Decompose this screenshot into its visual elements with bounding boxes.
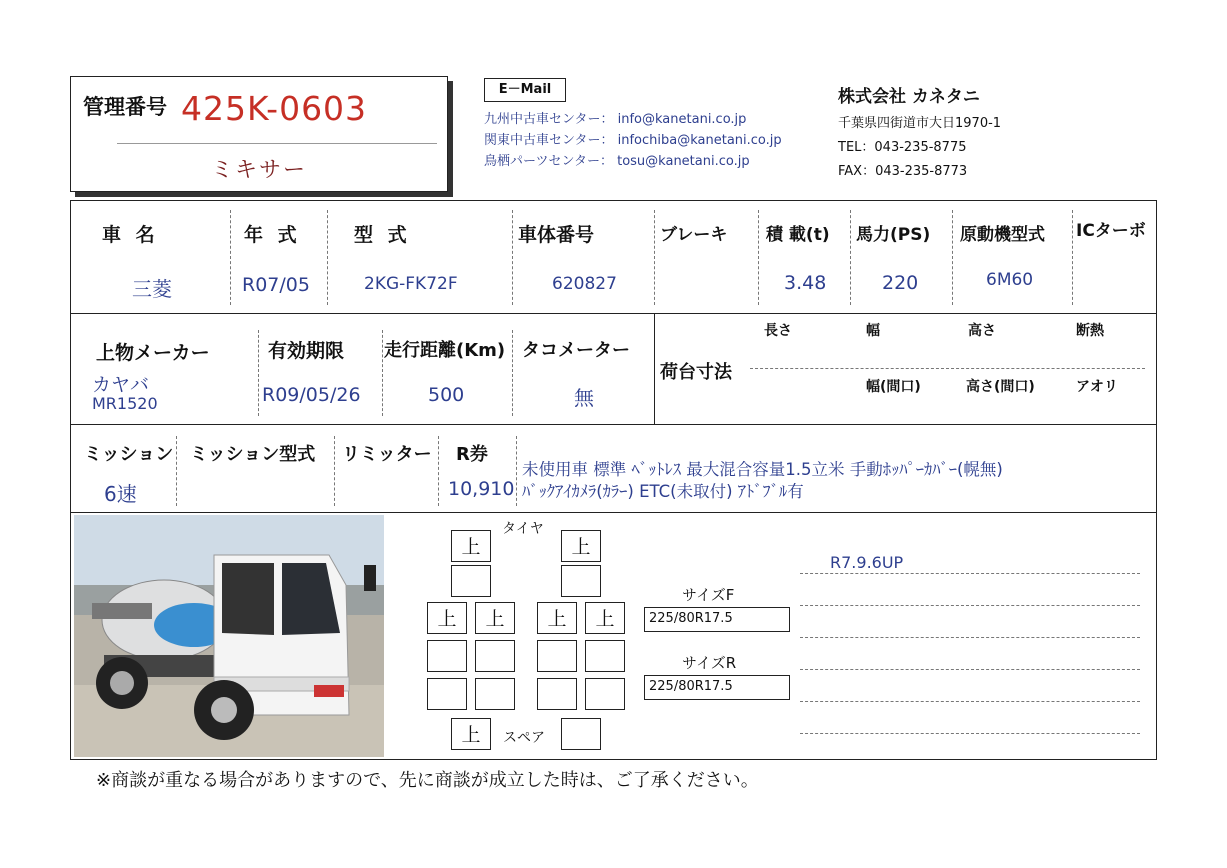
header-r-ticket: R券 <box>456 444 488 465</box>
spare-label: スペア <box>503 730 545 746</box>
column-separator <box>176 436 177 506</box>
tyre-mark: 上 <box>547 608 567 630</box>
column-separator <box>438 436 439 506</box>
note-line <box>800 605 1140 606</box>
vehicle-photo <box>74 515 384 757</box>
value-engine-model: 6M60 <box>986 270 1034 290</box>
size-r-value-box <box>644 675 790 700</box>
note-line <box>800 733 1140 734</box>
email-address[interactable]: tosu@kanetani.co.jp <box>617 154 750 169</box>
value-tachometer: 無 <box>574 386 594 410</box>
tyre-rear2-right-inner[interactable] <box>537 640 577 672</box>
column-separator <box>258 330 259 416</box>
header-engine-model: 原動機型式 <box>960 225 1045 245</box>
column-separator <box>512 210 513 305</box>
company-fax: FAX：043-235-8773 <box>838 164 968 179</box>
tyre-front-left-2[interactable] <box>451 565 491 597</box>
column-separator <box>230 210 231 305</box>
column-separator <box>850 210 851 305</box>
dim-insulation-label: 断熱 <box>1076 323 1104 339</box>
email-line <box>484 129 782 148</box>
column-separator <box>654 313 655 424</box>
note-line <box>800 669 1140 670</box>
size-f-value-box <box>644 607 790 632</box>
company-name: 株式会社 カネタニ <box>838 87 980 107</box>
tyre-mark: 上 <box>595 608 615 630</box>
row-divider <box>70 512 1157 513</box>
column-separator <box>334 436 335 506</box>
size-r-value: 225/80R17.5 <box>649 679 733 694</box>
management-divider <box>117 143 437 144</box>
notes-line-1: 未使用車 標準 ﾍﾞｯﾄﾚｽ 最大混合容量1.5立米 手動ﾎｯﾊﾟｰｶﾊﾞｰ(幌無) <box>522 460 1003 479</box>
tyre-rear-left-inner[interactable] <box>475 602 515 634</box>
value-year: R07/05 <box>242 274 310 296</box>
column-separator <box>382 330 383 416</box>
tyre-spare-2[interactable] <box>561 718 601 750</box>
tyre-front-right-2[interactable] <box>561 565 601 597</box>
dim-width-label: 幅 <box>866 323 880 339</box>
header-body-maker: 上物メーカー <box>96 342 210 364</box>
size-r-label: サイズR <box>682 654 737 672</box>
column-separator <box>758 210 759 305</box>
dim-opening-width-label: 幅(間口) <box>866 379 921 395</box>
tyre-mark: 上 <box>461 536 481 558</box>
header-mileage: 走行距離(Km) <box>384 340 506 361</box>
company-tel: TEL：043-235-8775 <box>838 140 967 155</box>
column-separator <box>952 210 953 305</box>
column-separator <box>512 330 513 416</box>
size-f-value: 225/80R17.5 <box>649 611 733 626</box>
management-label: 管理番号 <box>83 95 167 119</box>
header-year: 年 式 <box>244 224 301 246</box>
dim-opening-height-label: 高さ(間口) <box>966 379 1035 395</box>
email-address[interactable]: infochiba@kanetani.co.jp <box>617 133 782 148</box>
header-tachometer: タコメーター <box>522 340 630 361</box>
email-line <box>484 150 750 169</box>
header-inspection-expiry: 有効期限 <box>268 340 345 362</box>
value-r-ticket: 10,910 <box>448 478 515 500</box>
tyre-mark: 上 <box>571 536 591 558</box>
tyre-rear-left-outer[interactable] <box>427 602 467 634</box>
dim-length-label: 長さ <box>764 323 792 339</box>
tyre-front-right[interactable] <box>561 530 601 562</box>
company-address: 千葉県四街道市大日1970-1 <box>838 116 1002 131</box>
value-mileage: 500 <box>428 384 465 406</box>
tyre-rear2-left-inner[interactable] <box>475 640 515 672</box>
tyre-rear3-left-outer[interactable] <box>427 678 467 710</box>
dimension-guide <box>750 368 1145 369</box>
management-box <box>70 76 448 192</box>
column-separator <box>654 210 655 305</box>
note-line <box>800 573 1140 574</box>
tyre-rear3-left-inner[interactable] <box>475 678 515 710</box>
tyre-mark: 上 <box>485 608 505 630</box>
cargo-dimensions-label: 荷台寸法 <box>660 362 732 383</box>
value-payload: 3.48 <box>784 272 827 294</box>
management-number: 425K-0603 <box>181 89 368 128</box>
email-address[interactable]: info@kanetani.co.jp <box>617 112 747 127</box>
email-badge <box>484 78 566 102</box>
vehicle-category: ミキサー <box>211 158 308 183</box>
inspection-note: R7.9.6UP <box>830 553 904 572</box>
value-transmission: 6速 <box>104 482 137 506</box>
email-center: 関東中古車センター： <box>484 133 614 148</box>
value-inspection-expiry: R09/05/26 <box>262 384 361 406</box>
email-badge-label: E－Mail <box>498 82 552 97</box>
tyre-spare-1[interactable] <box>451 718 491 750</box>
header-limiter: リミッター <box>342 444 432 465</box>
tyre-rear2-left-outer[interactable] <box>427 640 467 672</box>
row-divider <box>70 424 1157 425</box>
value-body-model: MR1520 <box>92 394 158 413</box>
header-chassis-number: 車体番号 <box>518 224 595 246</box>
tyre-label: タイヤ <box>502 521 544 537</box>
mixer-truck-image <box>74 515 384 757</box>
tyre-rear-right-outer[interactable] <box>585 602 625 634</box>
header-model: 型 式 <box>354 224 411 246</box>
tyre-rear-right-inner[interactable] <box>537 602 577 634</box>
note-line <box>800 637 1140 638</box>
value-horsepower: 220 <box>882 272 919 294</box>
header-transmission: ミッション <box>84 444 174 465</box>
tyre-mark: 上 <box>437 608 457 630</box>
tyre-mark: 上 <box>461 724 481 746</box>
header-ic-turbo: ICターボ <box>1076 221 1146 241</box>
header-vehicle-name: 車 名 <box>102 224 159 246</box>
tyre-rear3-right-outer[interactable] <box>585 678 625 710</box>
row-divider <box>70 313 1157 314</box>
size-f-label: サイズF <box>682 586 735 604</box>
email-center: 九州中古車センター： <box>484 112 614 127</box>
column-separator <box>327 210 328 305</box>
header-horsepower: 馬力(PS) <box>856 225 931 245</box>
tyre-front-left[interactable] <box>451 530 491 562</box>
notes-line-2: ﾊﾞｯｸｱｲｶﾒﾗ(ｶﾗｰ) ETC(未取付) ｱﾄﾞﾌﾞﾙ有 <box>522 482 804 501</box>
header-brake: ブレーキ <box>660 225 728 245</box>
email-line <box>484 108 746 127</box>
tyre-rear3-right-inner[interactable] <box>537 678 577 710</box>
email-center: 鳥栖パーツセンター： <box>484 154 613 169</box>
dim-height-label: 高さ <box>968 323 996 339</box>
footer-note: ※商談が重なる場合がありますので、先に商談が成立した時は、ご了承ください。 <box>96 770 759 791</box>
column-separator <box>1072 210 1073 305</box>
value-model: 2KG-FK72F <box>364 274 458 294</box>
dim-side-gate-label: アオリ <box>1076 379 1118 395</box>
value-vehicle-name: 三菱 <box>132 277 172 301</box>
column-separator <box>516 436 517 506</box>
value-chassis-number: 620827 <box>552 274 617 294</box>
header-transmission-type: ミッション型式 <box>190 444 316 465</box>
note-line <box>800 701 1140 702</box>
tyre-rear2-right-outer[interactable] <box>585 640 625 672</box>
header-payload: 積 載(t) <box>766 225 830 245</box>
value-body-maker: カヤバ <box>92 374 150 396</box>
